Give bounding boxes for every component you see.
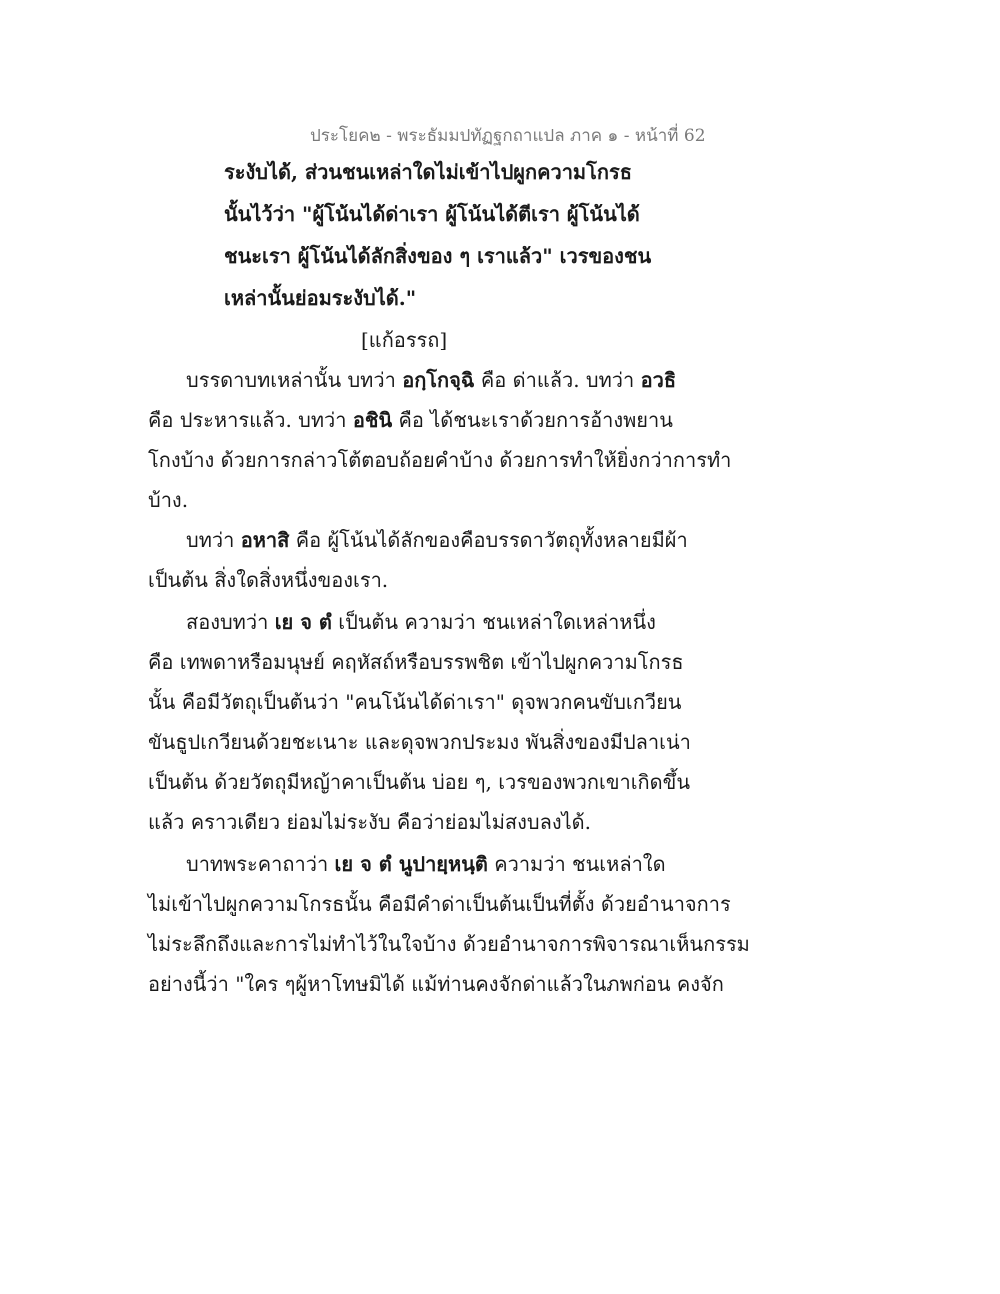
verse-line: นั้นไว้ว่า "ผู้โน้นได้ด่าเรา ผู้โน้นได้ตีเรา ผู้โน้นได้ [224, 202, 640, 226]
body-line [148, 406, 673, 434]
pali-term: เย จ ตํ นูปายฺหนฺติ [334, 852, 488, 876]
body-line: คือ เทพดาหรือมนุษย์ คฤหัสถ์หรือบรรพชิต เข้าไปผูกความโกรธ [148, 650, 684, 674]
pali-term: อชินิ [352, 408, 393, 432]
pali-term: เย จ ตํ [274, 610, 332, 634]
page-header: ประโยค๒ - พระธัมมปทัฏฐกถาแปล ภาค ๑ - หน้าที่ 62 [310, 126, 706, 146]
body-line: ไม่ระลึกถึงและการไม่ทำไว้ในใจบ้าง ด้วยอำนาจการพิจารณาเห็นกรรม [148, 932, 750, 956]
pali-term: อหาสิ [240, 528, 290, 552]
body-text: คือ ได้ชนะเราด้วยการอ้างพยาน [392, 408, 673, 432]
body-text: บทว่า [186, 528, 241, 552]
body-line: บ้าง. [148, 488, 189, 512]
body-line [186, 366, 676, 394]
body-line [186, 526, 688, 554]
body-line: แล้ว คราวเดียว ย่อมไม่ระงับ คือว่าย่อมไม่สงบลงได้. [148, 810, 592, 834]
body-line: เป็นต้น ด้วยวัตถุมีหญ้าคาเป็นต้น บ่อย ๆ, เวรของพวกเขาเกิดขึ้น [148, 770, 690, 794]
body-text: สองบทว่า [186, 610, 275, 634]
body-text: คือ ด่าแล้ว. บทว่า [474, 368, 641, 392]
body-text: บาทพระคาถาว่า [186, 852, 335, 876]
body-line: อย่างนี้ว่า "ใคร ๆผู้หาโทษมิได้ แม้ท่านคงจักด่าแล้วในภพก่อน คงจัก [148, 972, 724, 996]
body-line: นั้น คือมีวัตถุเป็นต้นว่า "คนโน้นได้ด่าเรา" ดุจพวกคนขับเกวียน [148, 690, 682, 714]
body-line [186, 608, 656, 636]
body-text: เป็นต้น ความว่า ชนเหล่าใดเหล่าหนึ่ง [331, 610, 656, 634]
body-text: บรรดาบทเหล่านั้น บทว่า [186, 368, 403, 392]
pali-term: อวธิ [640, 368, 677, 392]
body-line [186, 850, 666, 878]
verse-line: ระงับได้, ส่วนชนเหล่าใดไม่เข้าไปผูกความโกรธ [224, 160, 632, 184]
body-line: ขันธูปเกวียนด้วยชะเนาะ และดุจพวกประมง พันสิ่งของมีปลาเน่า [148, 730, 691, 754]
verse-line: ชนะเรา ผู้โน้นได้ลักสิ่งของ ๆ เราแล้ว" เวรของชน [224, 244, 652, 268]
body-line: ไม่เข้าไปผูกความโกรธนั้น คือมีคำด่าเป็นต้นเป็นที่ตั้ง ด้วยอำนาจการ [148, 892, 731, 916]
section-title: [แก้อรรถ] [361, 328, 448, 352]
body-text: ความว่า ชนเหล่าใด [487, 852, 666, 876]
body-line: เป็นต้น สิ่งใดสิ่งหนึ่งของเรา. [148, 568, 389, 592]
pali-term: อกฺโกจฺฉิ [402, 368, 475, 392]
body-text: คือ ผู้โน้นได้ลักของคือบรรดาวัตถุทั้งหลายมีผ้า [289, 528, 688, 552]
verse-line: เหล่านั้นย่อมระงับได้." [224, 286, 417, 310]
body-line: โกงบ้าง ด้วยการกล่าวโต้ตอบถ้อยคำบ้าง ด้วยการทำให้ยิ่งกว่าการทำ [148, 448, 732, 472]
body-text: คือ ประหารแล้ว. บทว่า [148, 408, 353, 432]
